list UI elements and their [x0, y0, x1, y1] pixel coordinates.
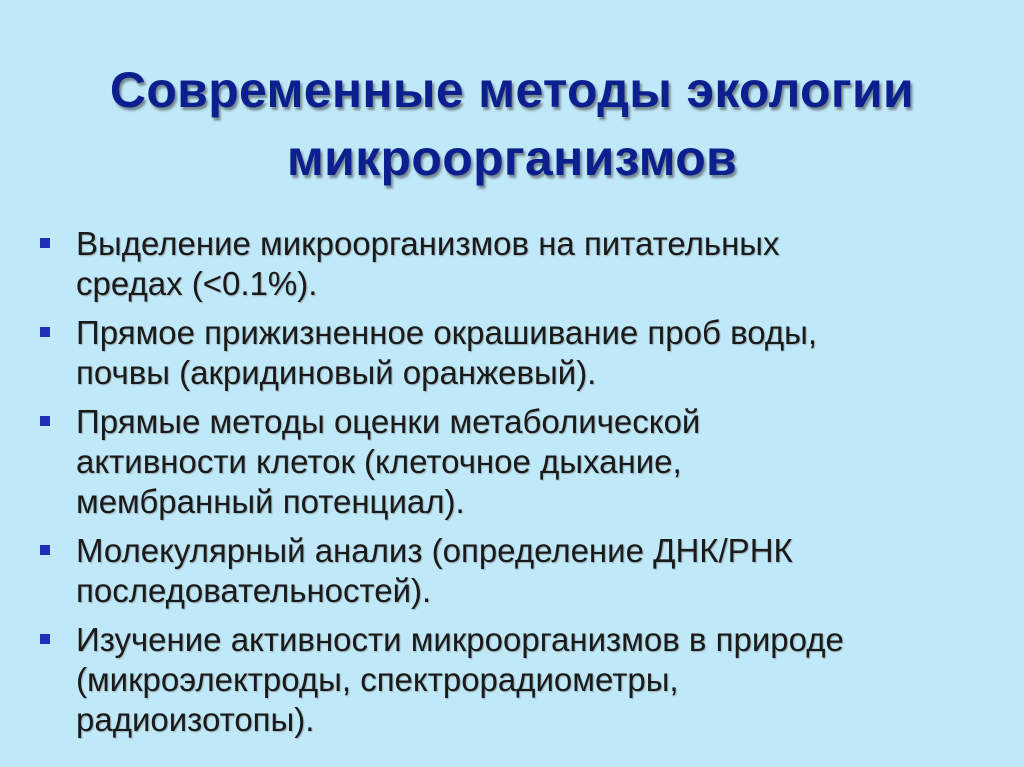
bullet-text-line: последовательностей).	[76, 572, 432, 609]
bullet-text-line: (микроэлектроды, спектрорадиометры,	[76, 661, 679, 698]
bullet-item	[38, 224, 988, 304]
bullet-text-line: активности клеток (клеточное дыхание,	[76, 443, 682, 480]
bullet-text-line: Молекулярный анализ (определение ДНК/РНК	[76, 532, 793, 569]
bullet-text-line: радиоизотопы).	[76, 701, 315, 738]
bullet-text-line: Прямые методы оценки метаболической	[76, 403, 701, 440]
bullet-item	[38, 531, 988, 611]
square-bullet-icon	[40, 634, 50, 644]
slide-title	[30, 56, 994, 192]
square-bullet-icon	[40, 238, 50, 248]
square-bullet-icon	[40, 545, 50, 555]
bullet-item	[38, 313, 988, 393]
bullet-text-line: мембранный потенциал).	[76, 483, 465, 520]
slide-title-line: микроорганизмов	[286, 130, 738, 186]
bullet-item	[38, 620, 988, 740]
slide-title-line: Современные методы экологии	[109, 62, 915, 118]
square-bullet-icon	[40, 416, 50, 426]
bullet-text-line: Изучение активности микроорганизмов в природе	[76, 621, 844, 658]
bullet-text-line: Выделение микроорганизмов на питательных	[76, 225, 780, 262]
bullet-text-line: Прямое прижизненное окрашивание проб воды,	[76, 314, 818, 351]
bullet-text-line: почвы (акридиновый оранжевый).	[76, 354, 597, 391]
bullet-item	[38, 402, 988, 522]
square-bullet-icon	[40, 327, 50, 337]
bullet-text-line: средах (<0.1%).	[76, 265, 318, 302]
bullet-list	[38, 224, 988, 749]
